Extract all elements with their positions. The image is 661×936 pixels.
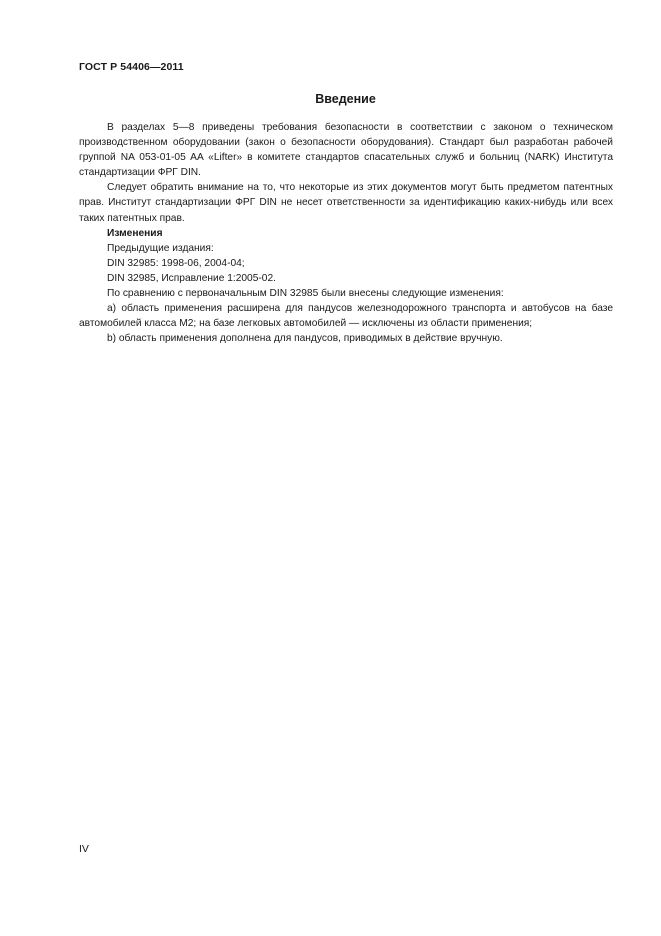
edition-item: DIN 32985: 1998-06, 2004-04; (107, 257, 245, 269)
edition-item: DIN 32985, Исправление 1:2005-02. (107, 272, 276, 284)
paragraph-intro: В разделах 5—8 приведены требования безопасности в соответствии с законом о техническом производственном оборудовании (закон о безопасности оборудования). Стандарт был разработан рабочей группой NA 053-01-05 AA «Lifter» в комитете стандартов спасательных служб и больниц (NARK) Института стандартизации ФРГ DIN. (79, 122, 613, 179)
change-item-b: b) область применения дополнена для пандусов, приводимых в действие вручную. (107, 333, 503, 345)
section-body (79, 120, 613, 346)
change-item-a: а) область применения расширена для пандусов железнодорожного транспорта и автобусов на базе автомобилей класса М2; на базе легковых автомобилей — исключены из области применения; (79, 303, 613, 330)
page-number: IV (79, 843, 89, 855)
paragraph-patents: Следует обратить внимание на то, что некоторые из этих документов могут быть предметом патентных прав. Институт стандартизации ФРГ DIN не несет ответственности за идентификацию каких-нибудь или всех таких патентных прав. (79, 182, 613, 224)
previous-editions-label: Предыдущие издания: (107, 242, 214, 254)
document-header: ГОСТ Р 54406—2011 (79, 61, 184, 73)
comparison-intro: По сравнению с первоначальным DIN 32985 были внесены следующие изменения: (107, 288, 504, 300)
changes-heading: Изменения (107, 227, 163, 239)
section-title: Введение (315, 92, 376, 106)
